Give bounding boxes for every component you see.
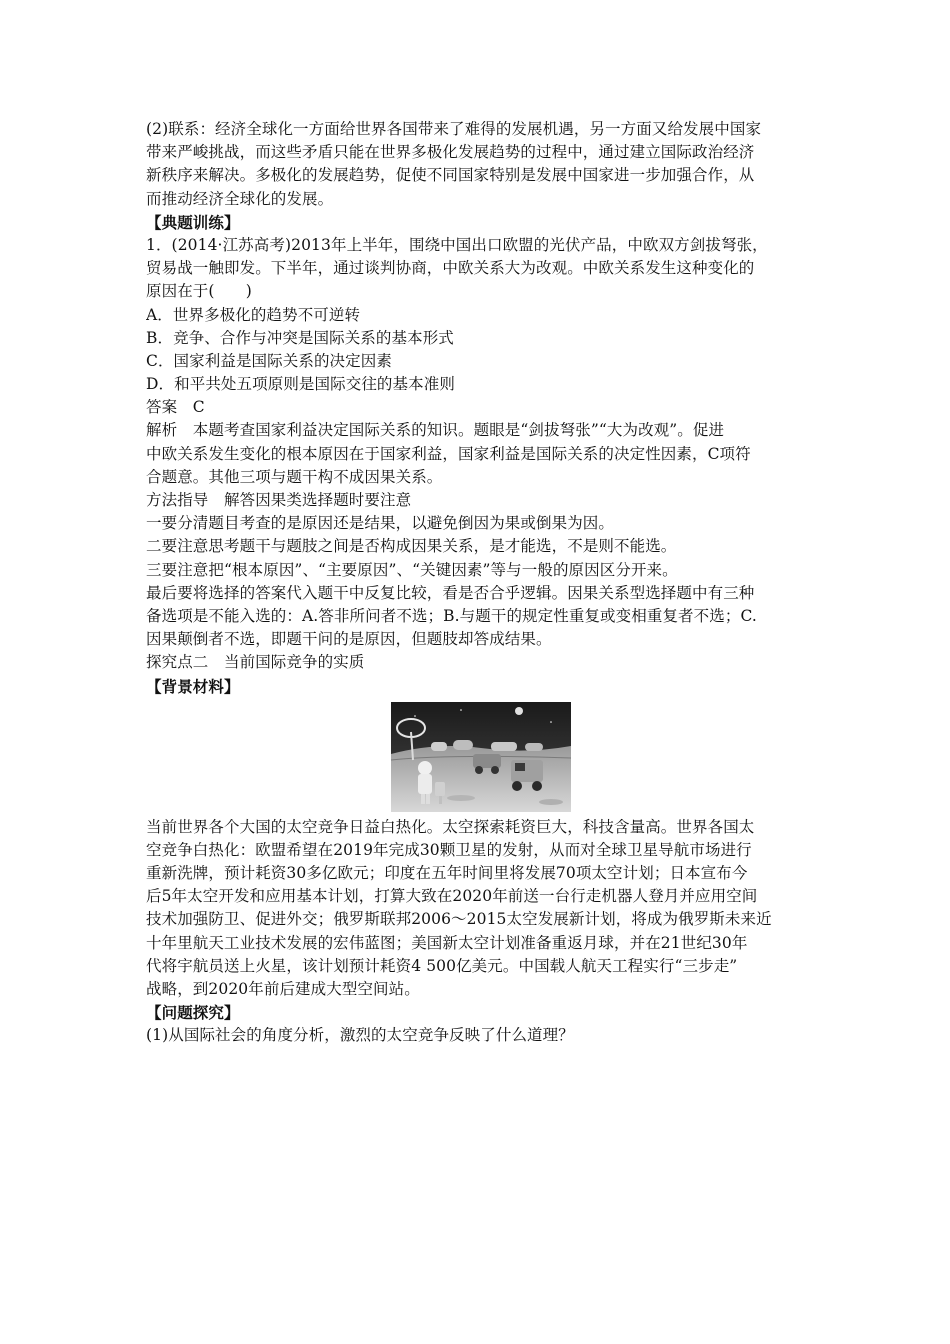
text-line: 技术加强防卫、促进外交；俄罗斯联邦2006～2015太空发展新计划，将成为俄罗斯未来近 — [146, 910, 772, 929]
text-line: 最后要将选择的答案代入题干中反复比较，看是否合乎逻辑。因果关系型选择题中有三种 — [146, 583, 755, 602]
option-a: A．世界多极化的趋势不可逆转 — [146, 305, 361, 324]
text-line: 1．(2014·江苏高考)2013年上半年，围绕中国出口欧盟的光伏产品，中欧双方剑拔弩张， — [146, 235, 768, 254]
text-line: (2)联系：经济全球化一方面给世界各国带来了难得的发展机遇，另一方面又给发展中国家 — [146, 120, 762, 138]
text-line: 贸易战一触即发。下半年，通过谈判协商，中欧关系大为改观。中欧关系发生这种变化的 — [146, 259, 755, 278]
text-line: 而推动经济全球化的发展。 — [146, 189, 334, 208]
text-line: 解析 本题考查国家利益决定国际关系的知识。题眼是“剑拔弩张”“大为改观”。促进 — [146, 421, 725, 440]
paragraph-contact — [146, 118, 816, 211]
text-line: 带来严峻挑战，而这些矛盾只能在世界多极化发展趋势的过程中，通过建立国际政治经济 — [146, 143, 755, 162]
text-line: 代将宇航员送上火星，该计划预计耗资4 500亿美元。中国载人航天工程实行“三步走” — [146, 956, 738, 975]
analysis — [146, 419, 816, 489]
question-explore-1: (1)从国际社会的角度分析，激烈的太空竞争反映了什么道理？ — [146, 1026, 574, 1045]
text-line: 重新洗牌，预计耗资30多亿欧元；印度在五年时间里将发展70项太空计划；日本宣布今 — [146, 864, 748, 883]
answer: 答案 C — [146, 398, 205, 417]
text-line: 三要注意把“根本原因”、“主要原因”、“关键因素”等与一般的原因区分开来。 — [146, 560, 678, 579]
moon-base-illustration-icon — [391, 702, 571, 812]
text-line: 原因在于( ) — [146, 282, 252, 301]
section-heading-training: 【典题训练】 — [146, 212, 240, 232]
figure — [146, 702, 816, 814]
section-heading-explore-2: 探究点二 当前国际竞争的实质 — [146, 653, 365, 672]
option-c: C．国家利益是国际关系的决定因素 — [146, 351, 392, 370]
method-heading: 方法指导 解答因果类选择题时要注意 — [146, 491, 412, 509]
paragraph-space-race — [146, 816, 816, 1002]
text-line: 二要注意思考题干与题肢之间是否构成因果关系，是才能选，不是则不能选。 — [146, 537, 677, 556]
text-line: 空竞争白热化：欧盟希望在2019年完成30颗卫星的发射，从而对全球卫星导航市场进行 — [146, 840, 752, 859]
text-line: 当前世界各个大国的太空竞争日益白热化。太空探索耗资巨大，科技含量高。世界各国太 — [146, 817, 755, 836]
text-line: 后5年太空开发和应用基本计划，打算大致在2020年前送一台行走机器人登月并应用空间 — [146, 887, 758, 906]
text-line: 备选项是不能入选的：A.答非所问者不选；B.与题干的规定性重复或变相重复者不选；C. — [146, 606, 757, 625]
option-b: B．竞争、合作与冲突是国际关系的基本形式 — [146, 328, 454, 347]
method-guide — [146, 489, 816, 651]
text-line: 战略，到2020年前后建成大型空间站。 — [146, 980, 420, 998]
text-line: 合题意。其他三项与题干构不成因果关系。 — [146, 467, 443, 486]
section-heading-background: 【背景材料】 — [146, 676, 240, 696]
text-line: 因果颠倒者不选，即题干问的是原因，但题肢却答成结果。 — [146, 630, 552, 649]
question-1 — [146, 234, 816, 396]
text-line: 十年里航天工业技术发展的宏伟蓝图；美国新太空计划准备重返月球，并在21世纪30年 — [146, 933, 748, 952]
option-d: D．和平共处五项原则是国际交往的基本准则 — [146, 375, 455, 394]
text-line: 新秩序来解决。多极化的发展趋势，促使不同国家特别是发展中国家进一步加强合作，从 — [146, 166, 755, 185]
text-line: 中欧关系发生变化的根本原因在于国家利益，国家利益是国际关系的决定性因素，C项符 — [146, 444, 751, 463]
document-page — [146, 118, 816, 1048]
section-heading-problem: 【问题探究】 — [146, 1003, 240, 1023]
text-line: 一要分清题目考查的是原因还是结果，以避免倒因为果或倒果为因。 — [146, 514, 615, 533]
